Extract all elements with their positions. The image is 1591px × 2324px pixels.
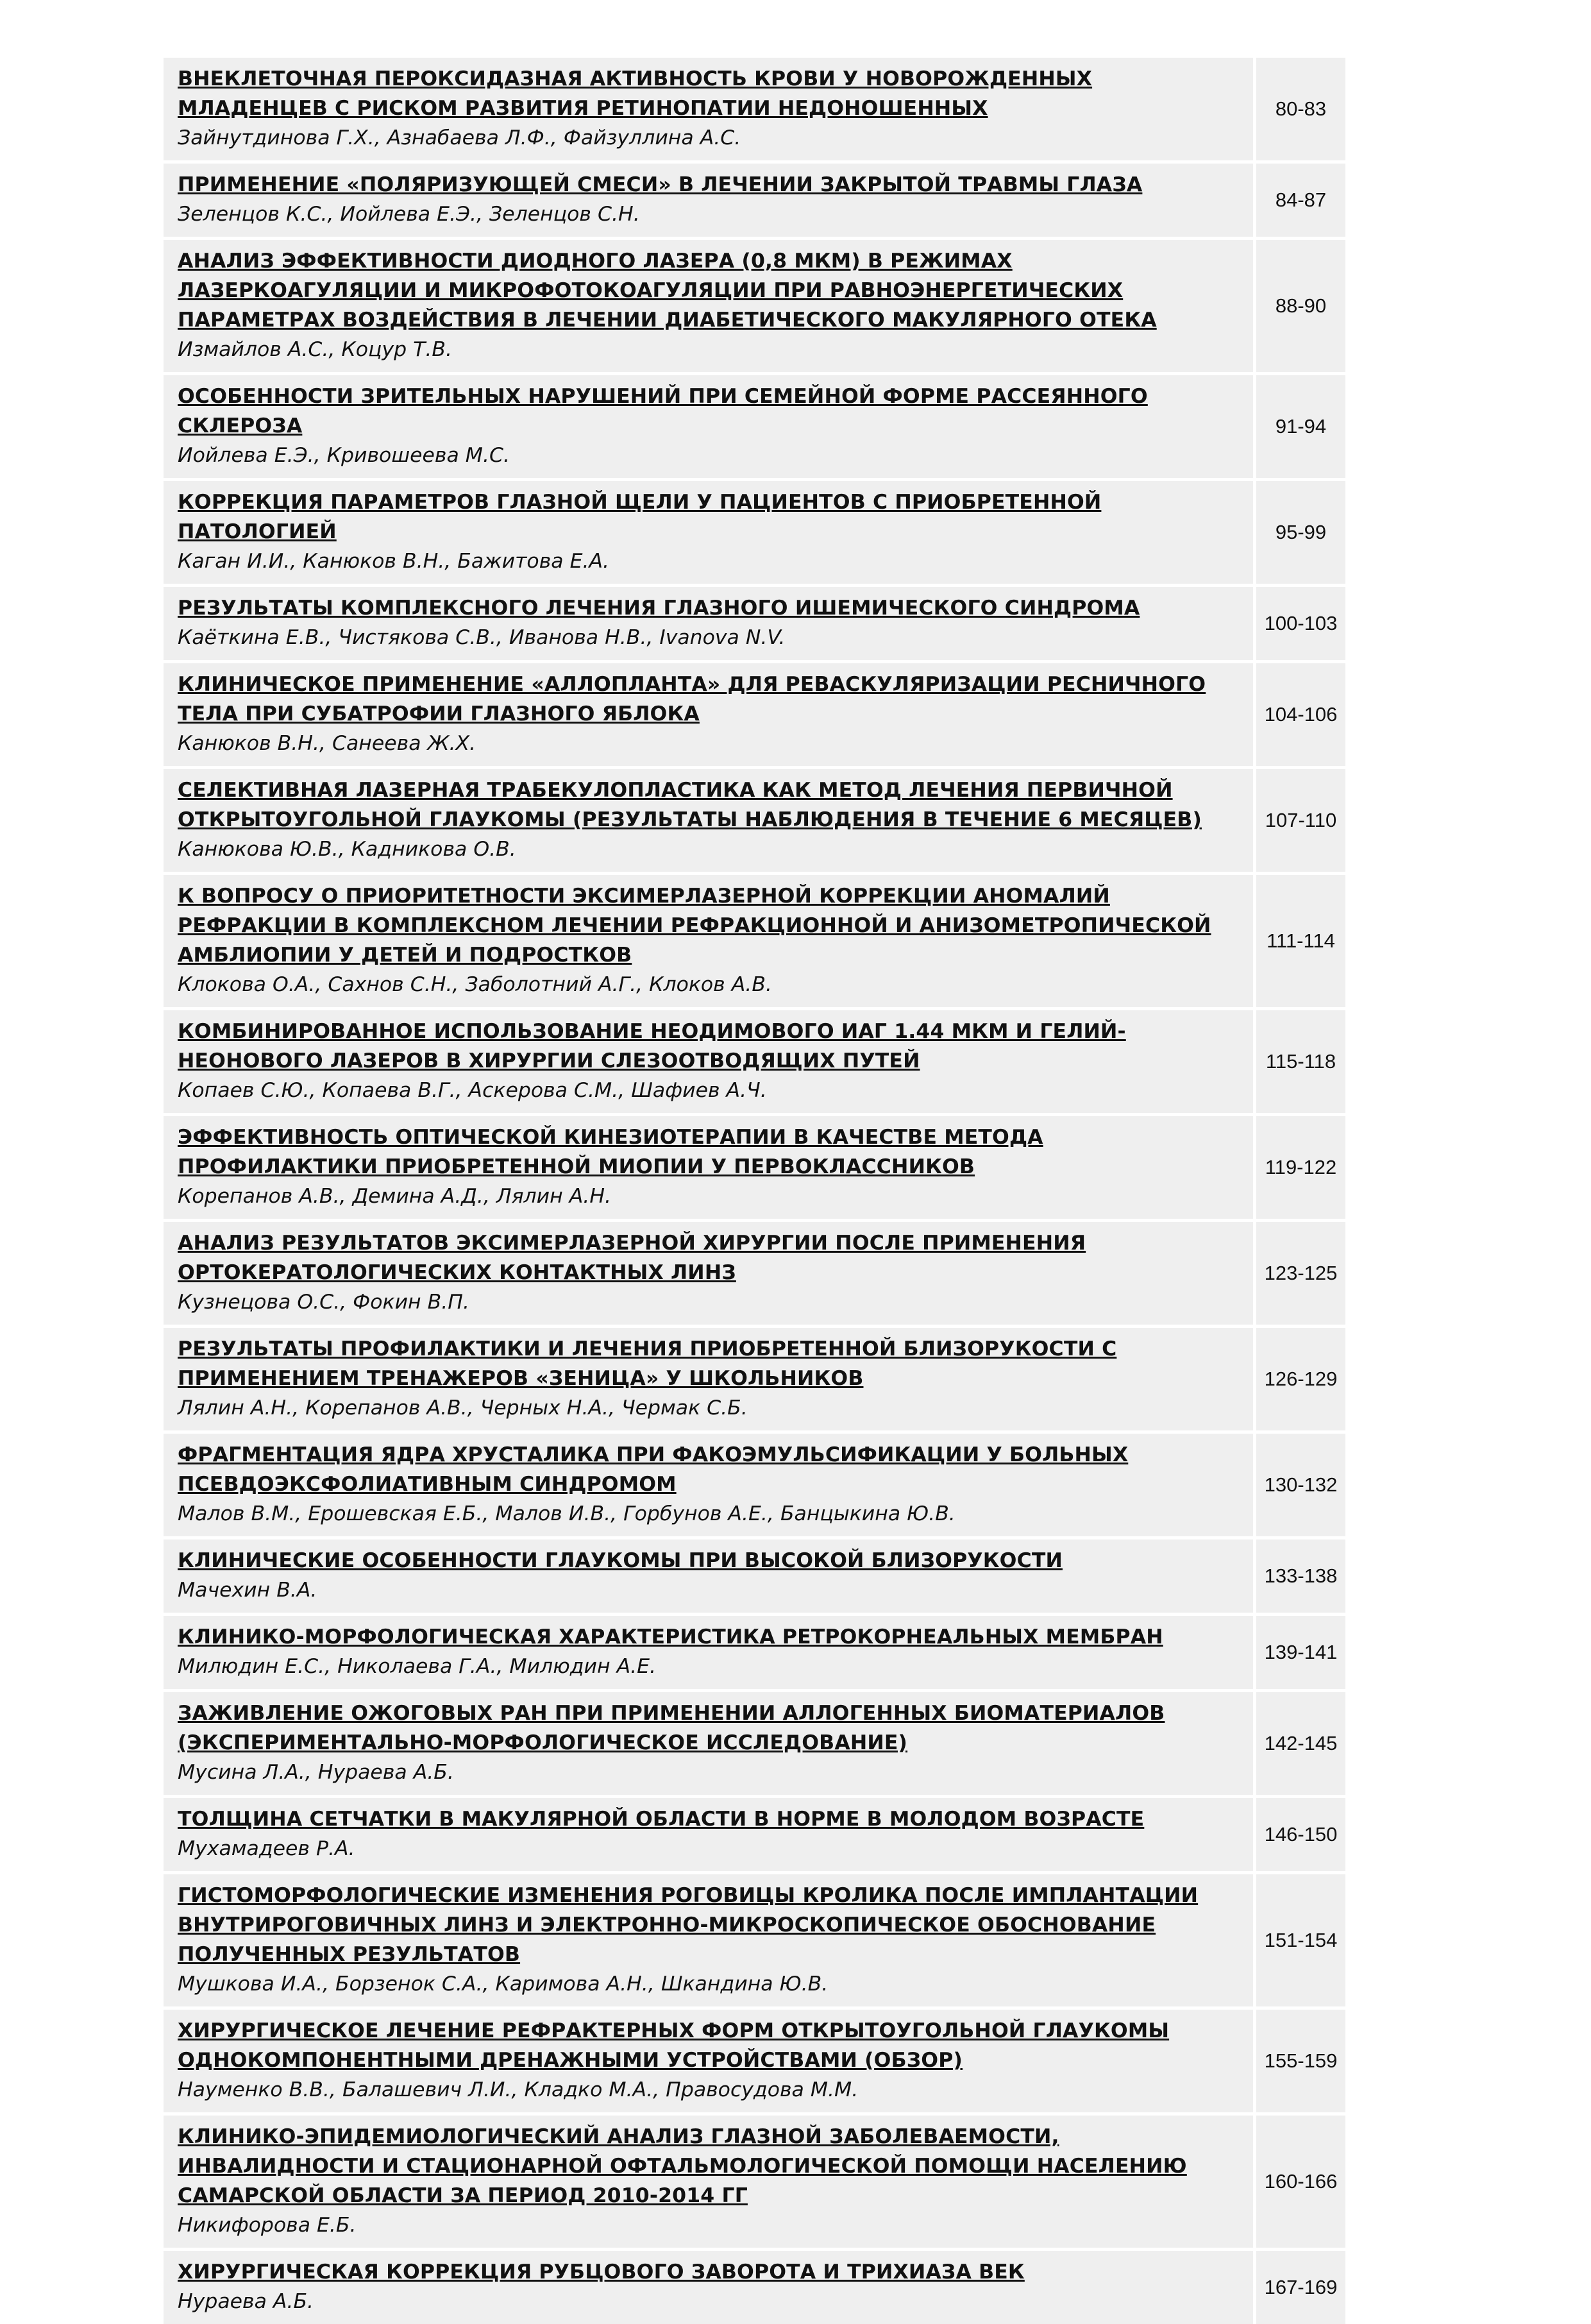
entry-main-cell — [164, 1222, 1256, 1328]
article-page-range: 91-94 — [1256, 375, 1356, 481]
entry-main-cell — [164, 1010, 1256, 1116]
article-title-link[interactable]: КОРРЕКЦИЯ ПАРАМЕТРОВ ГЛАЗНОЙ ЩЕЛИ У ПАЦИЕНТОВ С ПРИОБРЕТЕННОЙ ПАТОЛОГИЕЙ — [178, 491, 1102, 543]
article-authors: Иойлева Е.Э., Кривошеева М.С. — [178, 444, 510, 467]
toc-entry — [164, 1434, 1356, 1539]
article-title-link[interactable]: ФРАГМЕНТАЦИЯ ЯДРА ХРУСТАЛИКА ПРИ ФАКОЭМУЛЬСИФИКАЦИИ У БОЛЬНЫХ ПСЕВДОЭКСФОЛИАТИВНЫМ СИНДРОМОМ — [178, 1443, 1129, 1496]
article-authors: Мухамадеев Р.А. — [178, 1837, 355, 1860]
article-authors: Науменко В.В., Балашевич Л.И., Кладко М.А., Правосудова М.М. — [178, 2078, 859, 2101]
article-title-link[interactable]: РЕЗУЛЬТАТЫ КОМПЛЕКСНОГО ЛЕЧЕНИЯ ГЛАЗНОГО ИШЕМИЧЕСКОГО СИНДРОМА — [178, 597, 1140, 620]
article-title-link[interactable]: ГИСТОМОРФОЛОГИЧЕСКИЕ ИЗМЕНЕНИЯ РОГОВИЦЫ КРОЛИКА ПОСЛЕ ИМПЛАНТАЦИИ ВНУТРИРОГОВИЧНЫХ ЛИНЗ И ЭЛЕКТРОННО-МИКРОСКОПИЧЕСКОЕ ОБОСНОВАНИЕ ПОЛУЧЕННЫХ РЕЗУЛЬТАТОВ — [178, 1884, 1199, 1966]
entry-main-cell — [164, 875, 1256, 1010]
article-page-range: 123-125 — [1256, 1222, 1356, 1328]
toc-entry — [164, 875, 1356, 1010]
entry-main-cell — [164, 587, 1256, 663]
toc-body — [164, 58, 1356, 2324]
article-authors: Мусина Л.А., Нураева А.Б. — [178, 1761, 454, 1784]
article-page-range: 151-154 — [1256, 1874, 1356, 2010]
article-title-link[interactable]: КОМБИНИРОВАННОЕ ИСПОЛЬЗОВАНИЕ НЕОДИМОВОГО ИАГ 1.44 МКМ И ГЕЛИЙ-НЕОНОВОГО ЛАЗЕРОВ В ХИРУРГИИ СЛЕЗООТВОДЯЩИХ ПУТЕЙ — [178, 1020, 1126, 1073]
article-page-range: 80-83 — [1256, 58, 1356, 164]
article-title-link[interactable]: АНАЛИЗ РЕЗУЛЬТАТОВ ЭКСИМЕРЛАЗЕРНОЙ ХИРУРГИИ ПОСЛЕ ПРИМЕНЕНИЯ ОРТОКЕРАТОЛОГИЧЕСКИХ КОНТАКТНЫХ ЛИНЗ — [178, 1232, 1086, 1284]
article-authors: Никифорова Е.Б. — [178, 2214, 357, 2237]
article-page-range: 88-90 — [1256, 240, 1356, 375]
entry-main-cell — [164, 2010, 1256, 2116]
article-authors: Мачехин В.А. — [178, 1579, 317, 1602]
toc-entry — [164, 375, 1356, 481]
article-page-range: 160-166 — [1256, 2116, 1356, 2251]
toc-entry — [164, 2251, 1356, 2324]
entry-main-cell — [164, 1116, 1256, 1222]
article-authors: Мушкова И.А., Борзенок С.А., Каримова А.Н., Шкандина Ю.В. — [178, 1972, 829, 1996]
article-page-range: 119-122 — [1256, 1116, 1356, 1222]
article-authors: Зеленцов К.С., Иойлева Е.Э., Зеленцов С.Н. — [178, 203, 640, 226]
toc-entry — [164, 481, 1356, 587]
entry-main-cell — [164, 164, 1256, 240]
entry-main-cell — [164, 58, 1256, 164]
article-authors: Канюкова Ю.В., Кадникова О.В. — [178, 838, 516, 861]
entry-main-cell — [164, 1692, 1256, 1798]
article-title-link[interactable]: ОСОБЕННОСТИ ЗРИТЕЛЬНЫХ НАРУШЕНИЙ ПРИ СЕМЕЙНОЙ ФОРМЕ РАССЕЯННОГО СКЛЕРОЗА — [178, 385, 1148, 437]
article-title-link[interactable]: СЕЛЕКТИВНАЯ ЛАЗЕРНАЯ ТРАБЕКУЛОПЛАСТИКА КАК МЕТОД ЛЕЧЕНИЯ ПЕРВИЧНОЙ ОТКРЫТОУГОЛЬНОЙ ГЛАУКОМЫ (РЕЗУЛЬТАТЫ НАБЛЮДЕНИЯ В ТЕЧЕНИЕ 6 МЕСЯЦЕВ) — [178, 779, 1202, 831]
article-authors: Малов В.М., Ерошевская Е.Б., Малов И.В., Горбунов А.Е., Банцыкина Ю.В. — [178, 1502, 955, 1525]
article-authors: Лялин А.Н., Корепанов А.В., Черных Н.А., Чермак С.Б. — [178, 1396, 748, 1420]
article-title-link[interactable]: КЛИНИКО-ЭПИДЕМИОЛОГИЧЕСКИЙ АНАЛИЗ ГЛАЗНОЙ ЗАБОЛЕВАЕМОСТИ, ИНВАЛИДНОСТИ И СТАЦИОНАРНОЙ ОФТАЛЬМОЛОГИЧЕСКОЙ ПОМОЩИ НАСЕЛЕНИЮ САМАРСКОЙ ОБЛАСТИ ЗА ПЕРИОД 2010-2014 ГГ — [178, 2125, 1187, 2207]
entry-main-cell — [164, 1328, 1256, 1434]
table-of-contents — [164, 58, 1356, 2324]
entry-main-cell — [164, 375, 1256, 481]
article-authors: Милюдин Е.С., Николаева Г.А., Милюдин А.Е. — [178, 1655, 657, 1678]
article-title-link[interactable]: ЗАЖИВЛЕНИЕ ОЖОГОВЫХ РАН ПРИ ПРИМЕНЕНИИ АЛЛОГЕННЫХ БИОМАТЕРИАЛОВ (ЭКСПЕРИМЕНТАЛЬНО-МОРФОЛОГИЧЕСКОЕ ИССЛЕДОВАНИЕ) — [178, 1702, 1165, 1754]
article-authors: Корепанов А.В., Демина А.Д., Лялин А.Н. — [178, 1185, 612, 1208]
article-authors: Каёткина Е.В., Чистякова С.В., Иванова Н.В., Ivanova N.V. — [178, 626, 786, 649]
toc-entry — [164, 663, 1356, 769]
toc-entry — [164, 1616, 1356, 1692]
entry-main-cell — [164, 2116, 1256, 2251]
toc-entry — [164, 1798, 1356, 1874]
toc-entry — [164, 1328, 1356, 1434]
article-page-range: 111-114 — [1256, 875, 1356, 1010]
toc-entry — [164, 1222, 1356, 1328]
article-page-range: 130-132 — [1256, 1434, 1356, 1539]
article-title-link[interactable]: КЛИНИЧЕСКОЕ ПРИМЕНЕНИЕ «АЛЛОПЛАНТА» ДЛЯ РЕВАСКУЛЯРИЗАЦИИ РЕСНИЧНОГО ТЕЛА ПРИ СУБАТРОФИИ ГЛАЗНОГО ЯБЛОКА — [178, 673, 1206, 725]
entry-main-cell — [164, 1798, 1256, 1874]
entry-main-cell — [164, 1539, 1256, 1616]
article-title-link[interactable]: ХИРУРГИЧЕСКОЕ ЛЕЧЕНИЕ РЕФРАКТЕРНЫХ ФОРМ ОТКРЫТОУГОЛЬНОЙ ГЛАУКОМЫ ОДНОКОМПОНЕНТНЫМИ ДРЕНАЖНЫМИ УСТРОЙСТВАМИ (ОБЗОР) — [178, 2019, 1170, 2072]
article-title-link[interactable]: РЕЗУЛЬТАТЫ ПРОФИЛАКТИКИ И ЛЕЧЕНИЯ ПРИОБРЕТЕННОЙ БЛИЗОРУКОСТИ С ПРИМЕНЕНИЕМ ТРЕНАЖЕРОВ «ЗЕНИЦА» У ШКОЛЬНИКОВ — [178, 1337, 1117, 1390]
article-authors: Копаев С.Ю., Копаева В.Г., Аскерова С.М., Шафиев А.Ч. — [178, 1079, 767, 1102]
article-page-range: 100-103 — [1256, 587, 1356, 663]
article-authors: Нураева А.Б. — [178, 2290, 314, 2313]
toc-entry — [164, 2010, 1356, 2116]
toc-entry — [164, 1010, 1356, 1116]
article-page-range: 95-99 — [1256, 481, 1356, 587]
article-page-range: 167-169 — [1256, 2251, 1356, 2324]
toc-entry — [164, 2116, 1356, 2251]
entry-main-cell — [164, 769, 1256, 875]
article-authors: Зайнутдинова Г.Х., Азнабаева Л.Ф., Файзуллина А.С. — [178, 126, 741, 149]
article-title-link[interactable]: КЛИНИКО-МОРФОЛОГИЧЕСКАЯ ХАРАКТЕРИСТИКА РЕТРОКОРНЕАЛЬНЫХ МЕМБРАН — [178, 1625, 1163, 1649]
article-page-range: 126-129 — [1256, 1328, 1356, 1434]
article-authors: Каган И.И., Канюков В.Н., Бажитова Е.А. — [178, 550, 610, 573]
article-title-link[interactable]: ТОЛЩИНА СЕТЧАТКИ В МАКУЛЯРНОЙ ОБЛАСТИ В НОРМЕ В МОЛОДОМ ВОЗРАСТЕ — [178, 1808, 1145, 1831]
entry-main-cell — [164, 1616, 1256, 1692]
article-page-range: 107-110 — [1256, 769, 1356, 875]
article-page-range: 104-106 — [1256, 663, 1356, 769]
article-authors: Кузнецова О.С., Фокин В.П. — [178, 1291, 469, 1314]
article-page-range: 155-159 — [1256, 2010, 1356, 2116]
article-authors: Измайлов А.С., Коцур Т.В. — [178, 338, 453, 361]
article-title-link[interactable]: ЭФФЕКТИВНОСТЬ ОПТИЧЕСКОЙ КИНЕЗИОТЕРАПИИ В КАЧЕСТВЕ МЕТОДА ПРОФИЛАКТИКИ ПРИОБРЕТЕННОЙ МИОПИИ У ПЕРВОКЛАССНИКОВ — [178, 1126, 1043, 1178]
toc-entry — [164, 587, 1356, 663]
entry-main-cell — [164, 663, 1256, 769]
article-title-link[interactable]: ПРИМЕНЕНИЕ «ПОЛЯРИЗУЮЩЕЙ СМЕСИ» В ЛЕЧЕНИИ ЗАКРЫТОЙ ТРАВМЫ ГЛАЗА — [178, 173, 1143, 196]
article-authors: Канюков В.Н., Санеева Ж.Х. — [178, 732, 476, 755]
article-page-range: 84-87 — [1256, 164, 1356, 240]
article-title-link[interactable]: К ВОПРОСУ О ПРИОРИТЕТНОСТИ ЭКСИМЕРЛАЗЕРНОЙ КОРРЕКЦИИ АНОМАЛИЙ РЕФРАКЦИИ В КОМПЛЕКСНОМ ЛЕЧЕНИИ РЕФРАКЦИОННОЙ И АНИЗОМЕТРОПИЧЕСКОЙ АМБЛИОПИИ У ДЕТЕЙ И ПОДРОСТКОВ — [178, 885, 1211, 967]
toc-entry — [164, 1539, 1356, 1616]
entry-main-cell — [164, 481, 1256, 587]
toc-entry — [164, 769, 1356, 875]
entry-main-cell — [164, 2251, 1256, 2324]
article-title-link[interactable]: АНАЛИЗ ЭФФЕКТИВНОСТИ ДИОДНОГО ЛАЗЕРА (0,8 МКМ) В РЕЖИМАХ ЛАЗЕРКОАГУЛЯЦИИ И МИКРОФОТОКОАГУЛЯЦИИ ПРИ РАВНОЭНЕРГЕТИЧЕСКИХ ПАРАМЕТРАХ ВОЗДЕЙСТВИЯ В ЛЕЧЕНИИ ДИАБЕТИЧЕСКОГО МАКУЛЯРНОГО ОТЕКА — [178, 250, 1157, 332]
entry-main-cell — [164, 1434, 1256, 1539]
article-page-range: 142-145 — [1256, 1692, 1356, 1798]
article-page-range: 139-141 — [1256, 1616, 1356, 1692]
toc-entry — [164, 1874, 1356, 2010]
toc-entry — [164, 164, 1356, 240]
toc-entry — [164, 1116, 1356, 1222]
article-page-range: 146-150 — [1256, 1798, 1356, 1874]
entry-main-cell — [164, 1874, 1256, 2010]
toc-entry — [164, 240, 1356, 375]
article-title-link[interactable]: ВНЕКЛЕТОЧНАЯ ПЕРОКСИДАЗНАЯ АКТИВНОСТЬ КРОВИ У НОВОРОЖДЕННЫХ МЛАДЕНЦЕВ С РИСКОМ РАЗВИТИЯ РЕТИНОПАТИИ НЕДОНОШЕННЫХ — [178, 67, 1093, 120]
toc-entry — [164, 1692, 1356, 1798]
article-authors: Клокова О.А., Сахнов С.Н., Заболотний А.Г., Клоков А.В. — [178, 973, 772, 996]
article-title-link[interactable]: КЛИНИЧЕСКИЕ ОСОБЕННОСТИ ГЛАУКОМЫ ПРИ ВЫСОКОЙ БЛИЗОРУКОСТИ — [178, 1549, 1063, 1572]
article-page-range: 115-118 — [1256, 1010, 1356, 1116]
article-page-range: 133-138 — [1256, 1539, 1356, 1616]
article-title-link[interactable]: ХИРУРГИЧЕСКАЯ КОРРЕКЦИЯ РУБЦОВОГО ЗАВОРОТА И ТРИХИАЗА ВЕК — [178, 2260, 1025, 2284]
entry-main-cell — [164, 240, 1256, 375]
toc-entry — [164, 58, 1356, 164]
